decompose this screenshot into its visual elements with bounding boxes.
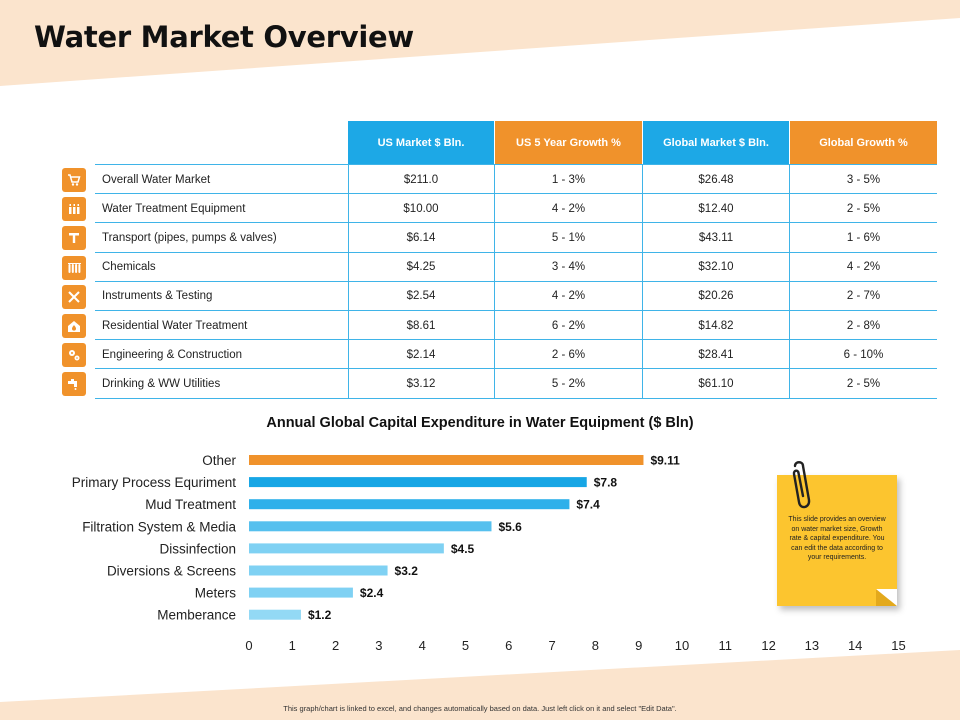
value-label: $9.11 bbox=[650, 453, 680, 468]
cell-us-growth: 5 - 2% bbox=[551, 377, 586, 390]
table-row bbox=[60, 253, 937, 282]
x-tick-label: 5 bbox=[461, 638, 470, 653]
category-label: Other bbox=[202, 453, 236, 468]
cell-global-market: $32.10 bbox=[698, 261, 734, 274]
bar bbox=[249, 477, 587, 487]
category-label: Memberance bbox=[157, 607, 236, 623]
cell-global-growth: 2 - 8% bbox=[846, 319, 881, 332]
bar bbox=[249, 521, 491, 531]
cell-global-market: $12.40 bbox=[698, 202, 734, 215]
row-label: Instruments & Testing bbox=[102, 290, 213, 303]
cell-us-market: $10.00 bbox=[403, 202, 439, 215]
x-tick-label: 4 bbox=[418, 638, 426, 653]
cell-global-market: $43.11 bbox=[698, 231, 734, 244]
category-label: Meters bbox=[194, 585, 236, 601]
x-tick-label: 0 bbox=[245, 638, 253, 653]
cell-global-growth: 4 - 2% bbox=[846, 261, 881, 274]
table-row bbox=[60, 340, 937, 369]
cell-global-growth: 1 - 6% bbox=[846, 231, 881, 244]
cell-global-market: $14.82 bbox=[698, 319, 734, 332]
chart-title: Annual Global Capital Expenditure in Water Equipment ($ Bln) bbox=[266, 415, 694, 431]
row-label: Water Treatment Equipment bbox=[102, 202, 246, 215]
cart-icon bbox=[62, 168, 86, 192]
x-tick-label: 6 bbox=[505, 638, 513, 653]
row-label: Drinking & WW Utilities bbox=[102, 377, 221, 390]
faucet-icon bbox=[62, 372, 86, 396]
x-tick-label: 2 bbox=[331, 638, 340, 653]
cell-us-growth: 3 - 4% bbox=[551, 261, 586, 274]
x-tick-label: 9 bbox=[635, 638, 643, 653]
cell-global-market: $26.48 bbox=[698, 173, 734, 186]
x-tick-label: 15 bbox=[891, 638, 906, 653]
table-row bbox=[60, 282, 937, 311]
x-tick-label: 11 bbox=[718, 638, 733, 653]
table-row bbox=[60, 165, 937, 194]
footer-note: This graph/chart is linked to excel, and changes automatically based on data. Just left click on it and select "Edit Data". bbox=[283, 704, 677, 713]
x-tick-label: 13 bbox=[804, 638, 820, 653]
cell-global-market: $28.41 bbox=[698, 348, 734, 361]
row-label: Engineering & Construction bbox=[102, 348, 242, 361]
cell-us-growth: 1 - 3% bbox=[551, 173, 586, 186]
bar bbox=[249, 610, 301, 620]
sticky-note-fold bbox=[876, 589, 897, 606]
cell-global-growth: 6 - 10% bbox=[843, 348, 884, 361]
cell-global-growth: 2 - 7% bbox=[846, 290, 881, 303]
table-row bbox=[60, 311, 937, 340]
row-label: Transport (pipes, pumps & valves) bbox=[102, 231, 277, 244]
page-title: Water Market Overview bbox=[34, 20, 414, 54]
tools-icon bbox=[62, 285, 86, 309]
bar bbox=[249, 588, 353, 598]
pipe-icon bbox=[62, 226, 86, 250]
bottles-icon bbox=[62, 197, 86, 221]
value-label: $2.4 bbox=[359, 586, 384, 601]
x-tick-label: 8 bbox=[591, 638, 600, 653]
gears-icon bbox=[62, 343, 86, 367]
category-label: Primary Process Equriment bbox=[71, 475, 236, 491]
cell-us-market: $4.25 bbox=[406, 261, 436, 274]
row-label: Chemicals bbox=[102, 261, 156, 274]
cell-global-growth: 2 - 5% bbox=[846, 377, 881, 390]
cell-us-market: $211.0 bbox=[403, 173, 439, 186]
value-label: $3.2 bbox=[394, 564, 418, 578]
cell-global-growth: 2 - 5% bbox=[846, 202, 881, 215]
cell-global-market: $20.26 bbox=[698, 290, 734, 303]
cell-us-market: $6.14 bbox=[406, 231, 436, 244]
cell-us-growth: 6 - 2% bbox=[551, 319, 586, 332]
cell-global-market: $61.10 bbox=[698, 377, 734, 390]
cell-us-market: $3.12 bbox=[406, 377, 436, 390]
row-label: Residential Water Treatment bbox=[102, 319, 248, 332]
value-label: $5.6 bbox=[498, 519, 522, 534]
bar bbox=[249, 566, 388, 576]
x-tick-label: 12 bbox=[761, 638, 776, 653]
bar bbox=[249, 543, 444, 553]
table-row bbox=[60, 223, 937, 252]
header-us-market: US Market $ Bln. bbox=[348, 121, 494, 164]
cell-us-market: $8.61 bbox=[406, 319, 436, 332]
bar bbox=[249, 499, 569, 509]
cell-us-growth: 4 - 2% bbox=[551, 290, 586, 303]
category-label: Dissinfection bbox=[159, 541, 236, 557]
cell-us-growth: 2 - 6% bbox=[551, 348, 586, 361]
category-label: Mud Treatment bbox=[145, 497, 236, 513]
x-tick-label: 1 bbox=[288, 638, 296, 653]
header-global-market: Global Market $ Bln. bbox=[643, 121, 789, 164]
cell-us-market: $2.54 bbox=[406, 290, 436, 303]
x-tick-label: 3 bbox=[375, 638, 383, 653]
category-label: Diversions & Screens bbox=[106, 563, 236, 579]
paperclip-icon bbox=[786, 460, 816, 512]
value-label: $7.4 bbox=[576, 497, 600, 512]
bar bbox=[249, 455, 643, 465]
row-label: Overall Water Market bbox=[102, 173, 211, 186]
house-drop-icon bbox=[62, 314, 86, 338]
category-label: Filtration System & Media bbox=[82, 519, 236, 535]
cell-us-growth: 5 - 1% bbox=[551, 231, 586, 244]
value-label: $1.2 bbox=[307, 608, 332, 623]
value-label: $7.8 bbox=[593, 475, 618, 490]
x-tick-label: 7 bbox=[548, 638, 556, 653]
table-row bbox=[60, 369, 937, 398]
header-us-growth: US 5 Year Growth % bbox=[495, 121, 642, 164]
cell-global-growth: 3 - 5% bbox=[846, 173, 881, 186]
cell-us-growth: 4 - 2% bbox=[551, 202, 586, 215]
value-label: $4.5 bbox=[450, 541, 475, 556]
table-row bbox=[60, 194, 937, 223]
test-tubes-icon bbox=[62, 256, 86, 280]
x-tick-label: 14 bbox=[847, 638, 863, 653]
sticky-note-text: This slide provides an overview on water market size, Growth rate & capital expenditure. You can edit the data according to your requirements. bbox=[788, 516, 886, 562]
x-tick-label: 10 bbox=[674, 638, 690, 653]
header-global-growth: Global Growth % bbox=[790, 121, 937, 164]
cell-us-market: $2.14 bbox=[406, 348, 436, 361]
